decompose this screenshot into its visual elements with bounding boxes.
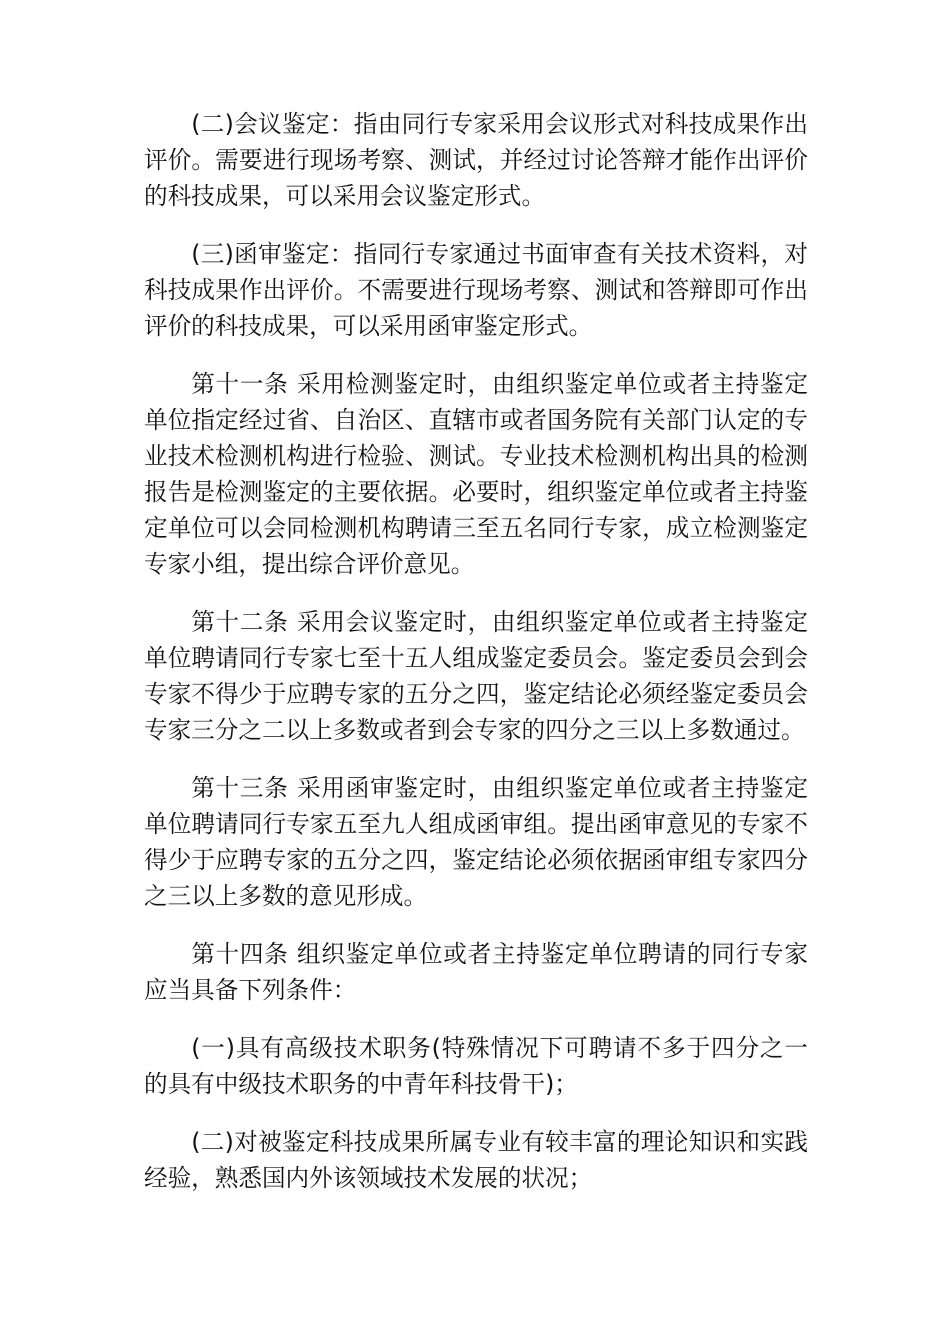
paragraph-condition-1: (一)具有高级技术职务(特殊情况下可聘请不多于四分之一的具有中级技术职务的中青年科技骨干)； [144,1034,808,1098]
document-page [144,106,808,1218]
paragraph-article-13: 第十三条 采用函审鉴定时，由组织鉴定单位或者主持鉴定单位聘请同行专家五至九人组成函审组。提出函审意见的专家不得少于应聘专家的五分之四，鉴定结论必须依据函审组专家四分之三以上多数的意见形成。 [144,774,808,910]
paragraph-letter-review-appraisal: (三)函审鉴定：指同行专家通过书面审查有关技术资料，对科技成果作出评价。不需要进行现场考察、测试和答辩即可作出评价的科技成果，可以采用函审鉴定形式。 [144,240,808,340]
paragraph-article-11: 第十一条 采用检测鉴定时，由组织鉴定单位或者主持鉴定单位指定经过省、自治区、直辖市或者国务院有关部门认定的专业技术检测机构进行检验、测试。专业技术检测机构出具的检测报告是检测鉴定的主要依据。必要时，组织鉴定单位或者主持鉴定单位可以会同检测机构聘请三至五名同行专家，成立检测鉴定专家小组，提出综合评价意见。 [144,370,808,578]
paragraph-article-12: 第十二条 采用会议鉴定时，由组织鉴定单位或者主持鉴定单位聘请同行专家七至十五人组成鉴定委员会。鉴定委员会到会专家不得少于应聘专家的五分之四，鉴定结论必须经鉴定委员会专家三分之二以上多数或者到会专家的四分之三以上多数通过。 [144,608,808,744]
paragraph-article-14: 第十四条 组织鉴定单位或者主持鉴定单位聘请的同行专家应当具备下列条件： [144,940,808,1004]
paragraph-meeting-appraisal: (二)会议鉴定：指由同行专家采用会议形式对科技成果作出评价。需要进行现场考察、测试，并经过讨论答辩才能作出评价的科技成果，可以采用会议鉴定形式。 [144,110,808,210]
paragraph-condition-2: (二)对被鉴定科技成果所属专业有较丰富的理论知识和实践经验，熟悉国内外该领域技术发展的状况； [144,1128,808,1192]
